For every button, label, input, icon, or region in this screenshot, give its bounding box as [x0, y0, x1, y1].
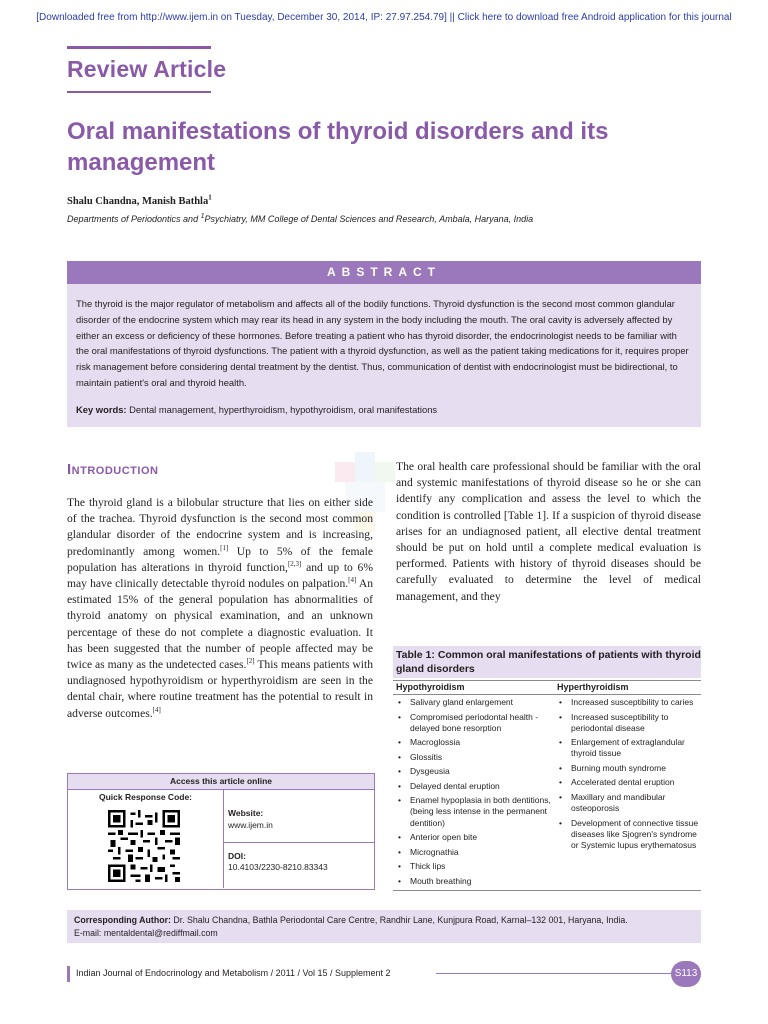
hypothyroidism-item: • Enamel hypoplasia in both dentitions, (being less intense in the permanent dentition) [396, 795, 554, 829]
hypothyroidism-item: • Micrognathia [396, 847, 554, 858]
access-divider [68, 789, 374, 790]
intro-text-b: Up to 5% of the female population has alterations in thyroid function, [67, 544, 373, 574]
correspondence-email[interactable]: E-mail: mentaldental@rediffmail.com [74, 928, 218, 938]
hypothyroidism-item: • Delayed dental eruption [396, 781, 554, 792]
access-column-divider [223, 789, 224, 888]
introduction-paragraph [67, 495, 373, 722]
hypothyroidism-item: • Glossitis [396, 752, 554, 763]
table-top-rule [393, 680, 701, 681]
author-names: Shalu Chandna, Manish Bathla [67, 196, 209, 207]
website-label: Website: [228, 808, 264, 818]
download-banner [0, 12, 768, 23]
keywords-list: Dental management, hyperthyroidism, hypothyroidism, oral manifestations [129, 404, 438, 415]
affiliation-superscript: 1 [200, 213, 205, 220]
hypothyroidism-item: • Dysgeusia [396, 766, 554, 777]
hyperthyroidism-list [557, 697, 701, 855]
qr-code-icon[interactable] [108, 810, 180, 882]
citation-4b[interactable]: [4] [152, 705, 161, 714]
authors [67, 193, 212, 207]
hypothyroidism-item: • Mouth breathing [396, 876, 554, 887]
affiliation-part1: Departments of Periodontics and [67, 214, 201, 224]
page-number-badge: S113 [671, 961, 701, 987]
keywords [76, 404, 692, 415]
android-app-link[interactable]: Click here to download free Android application for this journal [457, 12, 732, 23]
affiliation [67, 214, 533, 224]
table-header-rule [393, 694, 701, 695]
table-caption: Table 1: Common oral manifestations of patients with thyroid gland disorders [393, 646, 701, 678]
hyperthyroidism-item: • Enlargement of extraglandular thyroid tissue [557, 737, 701, 759]
hyperthyroidism-item: • Burning mouth syndrome [557, 763, 701, 774]
download-notice: [Downloaded free from http://www.ijem.in on Tuesday, December 30, 2014, IP: 27.97.254.79] [36, 12, 447, 23]
table-header-hyperthyroidism: Hyperthyroidism [557, 682, 629, 692]
citation-4[interactable]: [4] [348, 576, 357, 585]
keywords-label: Key words: [76, 404, 127, 415]
access-row-divider [224, 842, 374, 843]
hyperthyroidism-item: • Maxillary and mandibular osteoporosis [557, 792, 701, 814]
footer-accent-bar [67, 966, 70, 982]
abstract-heading: ABSTRACT [67, 261, 701, 284]
access-heading: Access this article online [68, 774, 374, 789]
introduction-heading: Introduction [67, 461, 159, 478]
qr-label: Quick Response Code: [98, 792, 193, 802]
footer-journal: Indian Journal of Endocrinology and Metabolism / 2011 / Vol 15 / Supplement 2 [76, 968, 391, 978]
doi-label: DOI: [228, 851, 246, 861]
hypothyroidism-item: • Anterior open bite [396, 832, 554, 843]
hypothyroidism-item: • Salivary gland enlargement [396, 697, 554, 708]
hypothyroidism-item: • Compromised periodontal health - delayed bone resorption [396, 712, 554, 734]
article-type: Review Article [67, 56, 227, 82]
article-type-bottom-rule [67, 91, 211, 93]
abstract-text: The thyroid is the major regulator of metabolism and affects all of the bodily functions. Thyroid dysfunction is the second most common glandular disorder of the endocrine system which may rear its head in any system in the body including the mouth. The oral cavity is adversely affected by either an excess or deficiency of these hormones. Before treating a patient who has thyroid disorder, the endocrinologist needs to be familiar with the oral manifestations of thyroid dysfunctions. The patient with a thyroid dysfunction, as well as the patient taking medications for it, requires proper risk management before considering dental treatment by the dentist. Thus, communication of dentist with endocrinologist must be bidirectional, to maintain patient's oral and thyroid health. [76, 298, 689, 388]
table-bottom-rule [393, 890, 701, 891]
article-title: Oral manifestations of thyroid disorders and its management [67, 118, 609, 176]
correspondence-label: Corresponding Author: [74, 915, 171, 925]
hyperthyroidism-item: • Accelerated dental eruption [557, 777, 701, 788]
table-header-hypothyroidism: Hypothyroidism [396, 682, 465, 692]
column2-paragraph: The oral health care professional should be familiar with the oral and systemic manifestations of thyroid disease so he or she can identify any complication and assess the level to which the condition is controlled [Table 1]. If a suspicion of thyroid disease arises for an undiagnosed patient, all elective dental treatment should be put on hold until a complete medical evaluation is performed. Patients with history of thyroid diseases should be carefully evaluated to determine the level of medical management, and they [396, 460, 701, 603]
correspondence-address: Dr. Shalu Chandna, Bathla Periodontal Care Centre, Randhir Lane, Kunjpura Road, Karnal–132 001, Haryana, India. [170, 915, 628, 925]
hyperthyroidism-item: • Development of connective tissue diseases like Sjogren's syndrome or Systemic lupus erythematosus [557, 818, 701, 852]
footer-rule [436, 973, 680, 974]
website-link[interactable]: www.ijem.in [228, 820, 273, 830]
correspondence [74, 914, 694, 940]
citation-2[interactable]: [2] [246, 657, 255, 666]
citation-1[interactable]: [1] [220, 543, 229, 552]
hypothyroidism-item: • Macroglossia [396, 737, 554, 748]
author-superscript: 1 [208, 193, 212, 202]
article-type-top-rule [67, 46, 211, 49]
hyperthyroidism-item: • Increased susceptibility to periodontal disease [557, 712, 701, 734]
affiliation-part2: Psychiatry, MM College of Dental Sciences and Research, Ambala, Haryana, India [204, 214, 534, 224]
hypothyroidism-list [396, 697, 554, 890]
banner-separator: || [449, 12, 455, 23]
citation-2-3[interactable]: [2,3] [287, 559, 302, 568]
intro-text-c: and up to 6% may have clinically detectable thyroid nodules on palpation. [67, 560, 374, 591]
intro-text-a: The thyroid gland is a bilobular structure that lies on either side of the trachea. Thyroid dysfunction is the second most common glandular disorder of the endocrine system and is increasing, predominantly among women. [67, 496, 373, 558]
intro-text-e: This means patients with undiagnosed hypothyroidism or hyperthyroidism are seen in the dental chair, where routine treatment has the potential to result in adverse outcomes. [67, 658, 373, 720]
doi-link[interactable]: 10.4103/2230-8210.83343 [228, 862, 328, 872]
hypothyroidism-item: • Thick lips [396, 861, 554, 872]
hyperthyroidism-item: • Increased susceptibility to caries [557, 697, 701, 708]
intro-text-d: An estimated 15% of the general population has abnormalities of thyroid anatomy on physical examination, and an unknown percentage of these do not complete a diagnostic evaluation. It has been suggested that the number of people affected may be twice as many as the undetected cases. [67, 577, 373, 672]
